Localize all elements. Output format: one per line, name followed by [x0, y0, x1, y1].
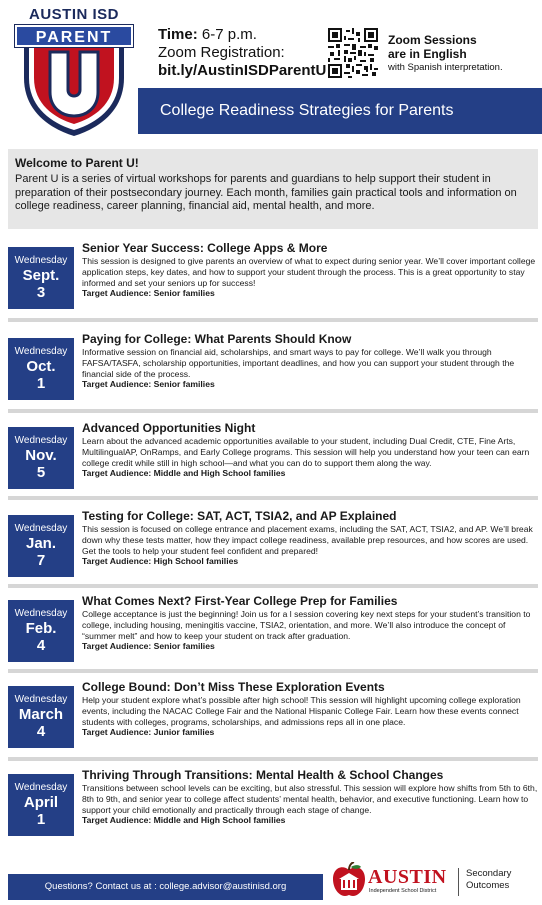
zoom-registration-label: Zoom Registration: [158, 44, 285, 61]
date-badge [8, 774, 74, 836]
session-divider [8, 409, 538, 413]
logo-parent-text: PARENT [35, 29, 113, 46]
session-title: College Bound: Don’t Miss These Exploration Events [82, 680, 385, 694]
session-content [82, 241, 540, 299]
date-day: Wednesday [14, 782, 68, 793]
date-number: 7 [36, 552, 46, 569]
session-title: Advanced Opportunities Night [82, 421, 256, 435]
session-description: This session is designed to give parents an overview of what to expect during senior year. We’ll cover important college application steps, key dates, and how to support your student through the process. This is a great opportunity to stay informed and set your seniors up for success! [82, 256, 536, 288]
date-number: 1 [36, 811, 46, 828]
date-number: 1 [36, 375, 46, 392]
date-month: Feb. [25, 620, 57, 637]
session-audience: Target Audience: Middle and High School families [82, 815, 286, 826]
lang-title-line-2: are in English [388, 47, 467, 61]
session-divider [8, 757, 538, 761]
logo-austin-isd: AUSTIN ISD [28, 6, 119, 23]
secondary-line-2: Outcomes [466, 880, 510, 891]
session-divider [8, 496, 538, 500]
date-day: Wednesday [14, 346, 68, 357]
session-content [82, 680, 540, 738]
date-badge [8, 515, 74, 577]
session-description: Help your student explore what’s possible after high school! This session will highlight upcoming college exploration events, including the NACAC College Fair and the National Hispanic College Fair. Learn how these events connect students with colleges, programs, scholarships, and admissions reps all in one place. [82, 695, 521, 727]
date-day: Wednesday [14, 694, 68, 705]
session-content [82, 332, 540, 390]
session-content [82, 421, 540, 479]
date-month: March [18, 706, 64, 723]
date-day: Wednesday [14, 608, 68, 619]
secondary-outcomes [466, 868, 511, 892]
session-description: Informative session on financial aid, scholarships, and smart ways to pay for college. We’ll walk you through FAFSA/TASFA, scholarship opportunities, important deadlines, and how you can support your student through the financial side of the process. [82, 347, 515, 379]
session-title: Testing for College: SAT, ACT, TSIA2, and AP Explained [82, 509, 397, 523]
contact-bar [8, 874, 323, 900]
date-badge [8, 338, 74, 400]
logo-separator [458, 868, 459, 896]
banner-title: College Readiness Strategies for Parents [160, 102, 454, 119]
date-number: 5 [36, 464, 46, 481]
date-day: Wednesday [14, 255, 68, 266]
session-divider [8, 318, 538, 322]
qr-code-icon[interactable] [328, 28, 378, 78]
date-badge [8, 686, 74, 748]
title-banner [138, 88, 542, 134]
session-divider [8, 584, 538, 588]
session-audience: Target Audience: Senior families [82, 288, 215, 299]
time-line [158, 26, 328, 44]
date-month: April [23, 794, 59, 811]
time-value: 6-7 p.m. [197, 26, 257, 43]
session-audience: Target Audience: Senior families [82, 641, 215, 652]
session-audience: Target Audience: Middle and High School families [82, 468, 286, 479]
welcome-title: Welcome to Parent U! [15, 156, 139, 170]
session-audience: Target Audience: Junior families [82, 727, 215, 738]
date-number: 4 [36, 723, 46, 740]
session-description: Learn about the advanced academic opportunities available to your student, including Dual Credit, CTE, Fine Arts, MultilingualAP, OnRamps, and Early College programs. This session will help you understand how your teen can earn college credit while still in high school—and what you can do to support them along the way. [82, 436, 530, 468]
austin-isd-logo [332, 862, 458, 902]
session-audience: Target Audience: Senior families [82, 379, 215, 390]
session-content [82, 509, 540, 567]
apple-icon [332, 862, 366, 900]
session-audience: Target Audience: High School families [82, 556, 239, 567]
date-badge [8, 247, 74, 309]
welcome-text: Parent U is a series of virtual workshops for parents and guardians to help support their student in preparation of their postsecondary journey. Each month, families gain practical tools and information on college readiness, career planning, financial aid, mental health, and more. [15, 173, 517, 212]
session-description: Transitions between school levels can be exciting, but also stressful. This session will explore how shifts from 5th to 6th, 8th to 9th, and senior year to college affect students’ mental health, behavior, and executive functioning. Learn how to support your child emotionally and practically through each stage of change. [82, 783, 538, 815]
date-day: Wednesday [14, 523, 68, 534]
date-badge [8, 427, 74, 489]
time-label: Time: [158, 26, 198, 43]
austin-subtitle: Independent School District [369, 888, 437, 894]
session-title: Senior Year Success: College Apps & More [82, 241, 328, 255]
date-month: Nov. [25, 447, 57, 464]
contact-text[interactable]: Questions? Contact us at : college.advisor@austinisd.org [44, 881, 287, 892]
date-number: 4 [36, 637, 46, 654]
session-title: Paying for College: What Parents Should Know [82, 332, 352, 346]
lang-subtitle: with Spanish interpretation. [388, 62, 503, 73]
language-note [388, 33, 538, 75]
parent-u-logo [10, 6, 138, 138]
date-month: Sept. [22, 267, 60, 284]
lang-title-line-1: Zoom Sessions [388, 33, 477, 47]
date-month: Jan. [25, 535, 56, 552]
session-content [82, 594, 540, 652]
session-description: College acceptance is just the beginning! Join us for a l session covering key next steps for your student’s transition to college, including housing, meningitis vaccine, TSIA2, orientation, and more. We’ll also introduce the concept of “summer melt” and how to keep your student on track after graduation. [82, 609, 531, 641]
session-divider [8, 669, 538, 673]
date-day: Wednesday [14, 435, 68, 446]
event-info [158, 26, 328, 80]
shield-logo-icon [10, 24, 138, 138]
welcome-panel [8, 149, 538, 229]
date-month: Oct. [26, 358, 56, 375]
zoom-registration-link[interactable]: bit.ly/AustinISDParentU [158, 62, 327, 79]
session-description: This session is focused on college entrance and placement exams, including the SAT, ACT, TSIA2, and AP. We’ll break down why these tests matter, how they impact college readiness, available prep resources, and how scores are used. Get the tools to help your student feel confident and prepared! [82, 524, 533, 556]
date-number: 3 [36, 284, 46, 301]
session-content [82, 768, 540, 826]
session-title: Thriving Through Transitions: Mental Health & School Changes [82, 768, 444, 782]
austin-wordmark: AUSTIN [368, 866, 447, 888]
date-badge [8, 600, 74, 662]
secondary-line-1: Secondary [466, 868, 512, 879]
session-title: What Comes Next? First-Year College Prep for Families [82, 594, 398, 608]
